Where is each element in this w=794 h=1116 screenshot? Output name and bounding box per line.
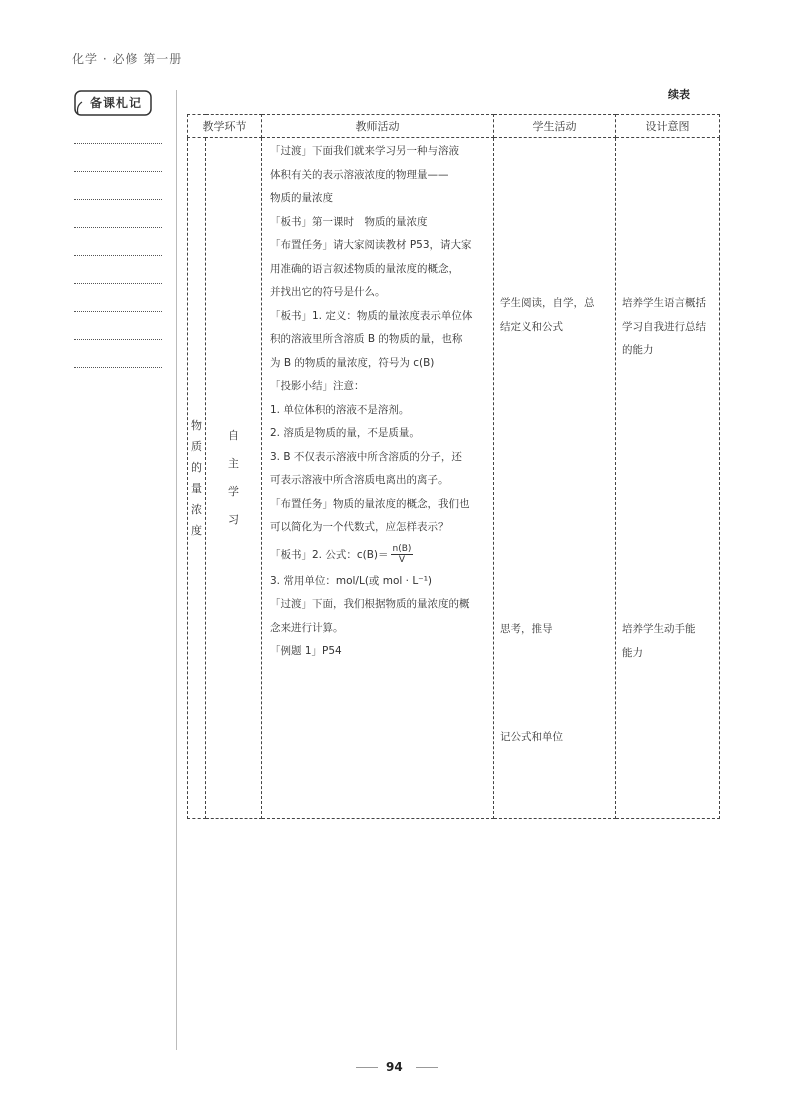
page-number-rule — [416, 1067, 438, 1068]
book-title: 化学 · 必修 第一册 — [72, 52, 183, 66]
teacher-line: 「布置任务」物质的量浓度的概念，我们也 — [270, 497, 470, 510]
teacher-line: 用准确的语言叙述物质的量浓度的概念， — [270, 262, 459, 275]
continued-label: 续表 — [668, 88, 690, 101]
page-number: 94 — [386, 1060, 403, 1074]
section-char: 的 — [191, 461, 202, 474]
margin-divider — [176, 90, 177, 1050]
teacher-line: 可表示溶液中所含溶质电离出的离子。 — [270, 474, 449, 486]
design-note-line: 能力 — [622, 646, 643, 659]
subsection-char: 学 — [228, 485, 239, 498]
section-char: 量 — [191, 482, 202, 495]
design-intent-cell — [616, 138, 720, 819]
teacher-line: 「例题 1」P54 — [270, 645, 342, 657]
design-note-line: 的能力 — [622, 344, 654, 356]
teacher-activity-cell — [262, 138, 494, 819]
subsection-label — [206, 138, 261, 818]
teacher-line: 并找出它的符号是什么。 — [270, 286, 386, 298]
design-note — [622, 618, 715, 665]
teacher-line: 物质的量浓度 — [270, 192, 333, 204]
formula-numerator: n(B) — [392, 544, 412, 554]
design-note-line: 培养学生动手能 — [622, 623, 696, 635]
section-label — [188, 138, 205, 818]
lesson-table — [187, 114, 720, 819]
design-note-line: 学习自我进行总结 — [622, 320, 706, 333]
note-line — [74, 311, 162, 312]
formula-prefix: 「板书」2. 公式：c(B)＝ — [270, 548, 389, 561]
teacher-line: 「过渡」下面我们就来学习另一种与溶液 — [270, 145, 459, 157]
table-header-row — [188, 115, 720, 138]
student-note: 思考，推导 — [500, 623, 553, 635]
teacher-line: 2. 溶质是物质的量，不是质量。 — [270, 427, 420, 439]
note-line — [74, 227, 162, 228]
teacher-line: 「投影小结」注意： — [270, 380, 365, 392]
subsection-char: 自 — [228, 429, 239, 442]
section-char: 物 — [191, 419, 202, 432]
section-char: 质 — [191, 440, 202, 453]
design-note-line: 培养学生语言概括 — [622, 297, 706, 309]
teacher-line: 为 B 的物质的量浓度，符号为 c(B) — [270, 356, 435, 369]
header-teaching-stage: 教学环节 — [188, 115, 262, 138]
note-line — [74, 199, 162, 200]
formula-fraction — [391, 544, 414, 565]
teacher-line: 「过渡」下面，我们根据物质的量浓度的概 — [270, 598, 470, 610]
note-line — [74, 171, 162, 172]
formula-line — [270, 540, 487, 570]
section-char: 度 — [191, 524, 202, 537]
student-note — [500, 292, 611, 339]
header-design-intent: 设计意图 — [616, 115, 720, 138]
section-cell — [188, 138, 206, 819]
student-note-line: 学生阅读，自学，总 — [500, 297, 595, 309]
subsection-char: 习 — [228, 513, 239, 526]
note-line — [74, 367, 162, 368]
student-activity-cell — [494, 138, 616, 819]
teacher-line: 积的溶液里所含溶质 B 的物质的量，也称 — [270, 333, 463, 345]
teacher-line: 可以简化为一个代数式，应怎样表示？ — [270, 521, 449, 533]
header-student-activity: 学生活动 — [494, 115, 616, 138]
subsection-cell — [206, 138, 262, 819]
note-line — [74, 339, 162, 340]
notes-logo-text: 备课札记 — [90, 96, 143, 110]
teacher-line: 「板书」第一课时 物质的量浓度 — [270, 215, 428, 228]
teacher-line: 1. 单位体积的溶液不是溶剂。 — [270, 403, 410, 416]
table-body-row — [188, 138, 720, 819]
header-teacher-activity: 教师活动 — [262, 115, 494, 138]
formula-denominator: V — [398, 555, 406, 565]
teacher-line: 3. B 不仅表示溶液中所含溶质的分子，还 — [270, 450, 462, 463]
subsection-char: 主 — [228, 457, 239, 470]
page-number-rule — [356, 1067, 378, 1068]
design-note — [622, 292, 715, 363]
note-line — [74, 283, 162, 284]
teacher-line: 「布置任务」请大家阅读教材 P53，请大家 — [270, 239, 472, 251]
teacher-activity-text — [262, 138, 493, 664]
student-note: 记公式和单位 — [500, 731, 563, 743]
section-char: 浓 — [191, 503, 202, 516]
note-line — [74, 255, 162, 256]
teacher-line: 体积有关的表示溶液浓度的物理量—— — [270, 168, 449, 181]
teacher-line: 「板书」1. 定义：物质的量浓度表示单位体 — [270, 309, 473, 322]
teacher-line: 念来进行计算。 — [270, 621, 344, 634]
teacher-line: 3. 常用单位：mol/L(或 mol · L⁻¹) — [270, 574, 433, 587]
student-note-line: 结定义和公式 — [500, 320, 563, 333]
note-line — [74, 143, 162, 144]
